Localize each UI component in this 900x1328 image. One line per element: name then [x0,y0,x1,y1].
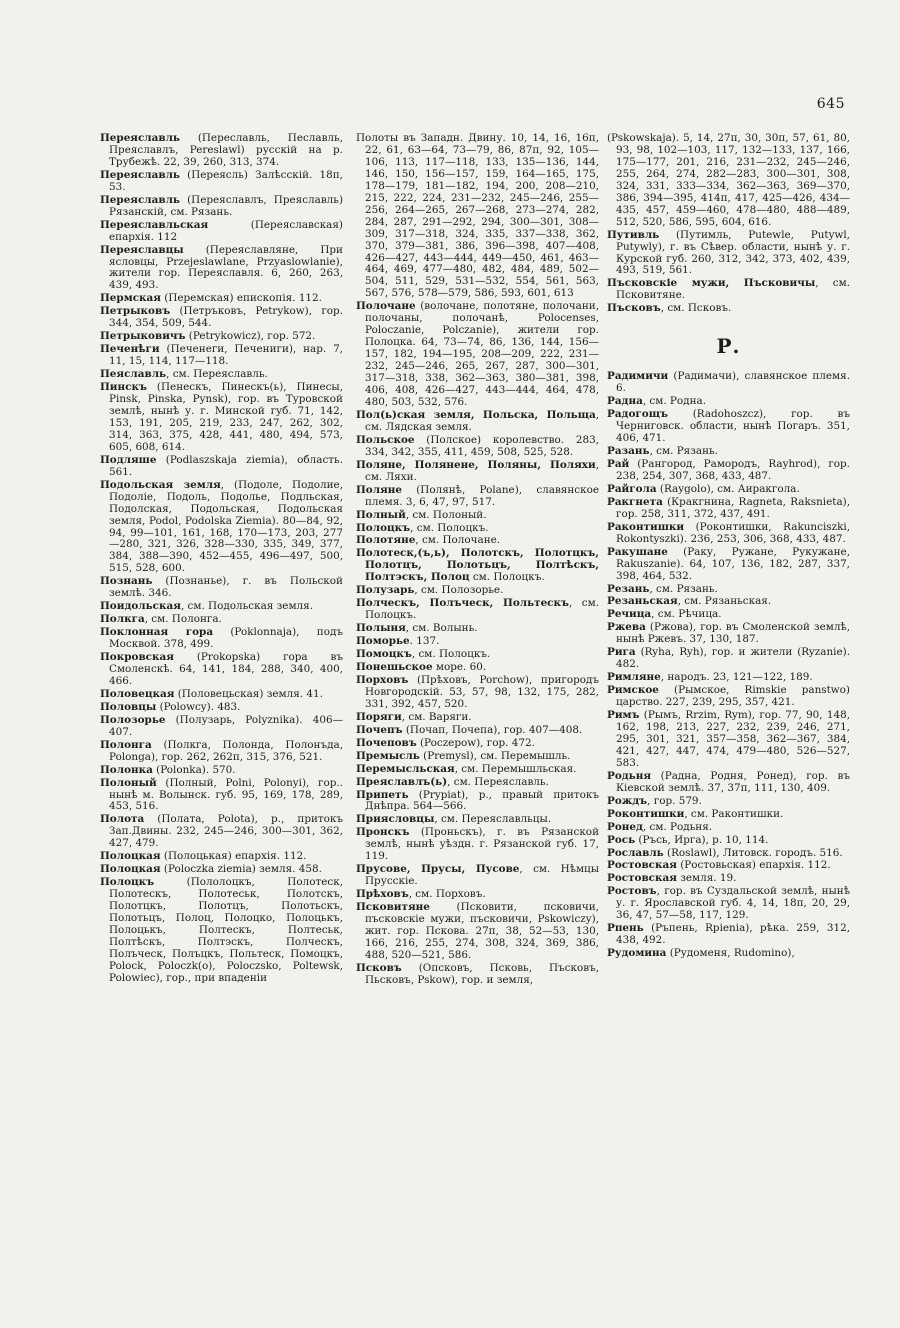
index-headword: Переяславль [100,193,180,206]
index-entry [356,764,599,776]
index-entry-text: (Рудоменя, Rudomino), [666,947,795,960]
index-entry [356,725,599,737]
index-entry-text: (Pskowskaja). 5, 14, 27п, 30, 30п, 57, 61, 80, 93, 98, 102—103, 117, 132—133, 137, 166, 175—177, 201, 216, 231—232, 245—246, 255, 264, 274, 282—283, 300—301, 308, 324, 331, 333—334, 362—363, 369—370, 386, 394—395, 414п, 417, 425—426, 434—435, 457, 459—460, 478—480, 488—489, 512, 520, 586, 595, 604, 616. [607,133,850,228]
index-entry [100,133,343,169]
index-entry-text: (Пенескъ, Пинескъ(ь), Пинесы, Pinsk, Pinska, Pynsk), гор. въ Туровской землѣ, нынѣ у. г. Минской губ. 71, 142, 153, 191, 205, 219, 233, 247, 262, 302, 314, 363, 375, 428, 441, 480, 494, 573, 605, 608, 614. [109,381,343,453]
index-entry-text: (Перемская) епископія. 112. [160,292,322,305]
index-entry-text: , см. Раконтишки. [684,807,784,820]
index-entry [607,622,850,646]
index-entry [607,835,850,847]
index-entry-text: (Polowcy). 483. [156,700,241,713]
index-entry [356,963,599,987]
index-entry [607,809,850,821]
index-entry-text: (Пололоцкъ, Полотеск, Полотескъ, Полотеськ, Полотскъ, Полотцкъ, Полотцъ, Полотьскъ, Полотьцъ, Полоц, Полоцко, Полоцькъ, Полоцькъ, Полтескъ, Полтеськ, Полтѣскъ, Полтэскъ, Полческъ, Полъческ, Полъцкъ, Польтеск, Помоцкъ, Polock, Poloczk(o), Poloczsko, Poltewsk, Polowiec), гор., при впаденіи [109,876,343,984]
index-entry [607,230,850,278]
index-headword: Рось [607,833,636,846]
index-entry [356,435,599,459]
index-entry [356,410,599,434]
index-entry-text: (Полкга, Полонда, Полонъда, Polonga), гор. 262, 262п, 315, 376, 521. [109,738,343,763]
index-entry [356,301,599,409]
index-entry [100,778,343,814]
index-headword: Разань [607,445,650,458]
index-entry [607,522,850,546]
index-entry [356,864,599,888]
index-headword: Поряги [356,710,402,723]
index-entry-text: (Путимль, Putewle, Putywl, Putywly), г. въ Сѣвер. области, нынѣ у. г. Курской губ. 260, 312, 342, 373, 402, 439, 493, 519, 561. [616,228,850,277]
index-entry-text: (Переславль, Пеславль, Преяславлъ, Pereslawl) русскій на р. Трубежѣ. 22, 39, 260, 313, 374. [109,133,343,168]
index-entry-text: (Premysl), см. Перемышль. [419,749,571,762]
index-headword: Резань [607,582,650,595]
letter-heading: Р. [716,334,741,359]
index-entry-text: , см. Псковитяне. [616,277,850,302]
index-entry-text: (Радна, Родня, Ронед), гор. въ Кіевской землѣ. 37, 37п, 111, 130, 409. [616,769,850,794]
index-entry [100,331,343,343]
index-headword: Рославль [607,846,664,859]
index-headword: Полоцкъ [356,521,411,534]
index-entry-text: (Ryha, Ryh), гор. и жители (Ryzanie). 482. [616,646,850,671]
index-column-1 [100,133,343,1303]
index-entry [607,459,850,483]
index-entry-text: . 137. [409,635,440,648]
index-entry-text: , см. Перемышльская. [454,762,577,775]
index-entry [100,306,343,330]
index-headword: Петрыковичъ [100,330,186,343]
index-entry-text: , см. Полозорье. [414,584,504,597]
index-entry-text: (Полское) королевство. 283, 334, 342, 355, 411, 459, 508, 525, 528. [365,433,599,458]
index-entry [607,672,850,684]
index-column-2 [356,133,599,1303]
index-entry-text: (Рангород, Рамородъ, Rayhrod), гор. 238, 254, 307, 368, 433, 487. [616,457,850,482]
index-headword: Райгола [607,482,657,495]
index-headword: Порховъ [356,673,409,686]
index-headword: Переяславцы [100,243,184,256]
index-headword: Пъсковскіе мужи, Пъсковичы [607,277,816,290]
index-entry-text: , см. Подольская земля. [180,600,314,613]
index-entry-text: (Переясль) Залѣсскій. 18п, 53. [109,168,343,193]
page-number: 645 [816,96,845,112]
index-entry [100,220,343,244]
index-entry-text: (Полянѣ, Polane), славянское племя. 3, 6, 47, 97, 517. [365,483,599,508]
index-headword: Радогощъ [607,408,668,421]
index-entry-text: море. 60. [432,660,487,673]
index-headword: Полозорье [100,713,166,726]
index-entry-text: , см. Полоный. [405,508,487,521]
index-headword: Полочане [356,300,416,313]
index-entry [100,170,343,194]
index-entry [100,765,343,777]
index-entry-text: (Radohoszcz), гор. въ Черниговск. области, нынѣ Погаръ. 351, 406, 471. [616,408,850,445]
index-entry [100,702,343,714]
index-headword: Приясловцы [356,813,435,826]
index-entry [100,851,343,863]
index-headword: Помоцкъ [356,648,412,661]
index-entry-text: (Ржова), гор. въ Смоленской землѣ, нынѣ Ржевъ. 37, 130, 187. [616,621,850,646]
index-entry-text: (Прѣховъ, Porchow), пригородъ Новгородскій. 53, 57, 98, 132, 175, 282, 331, 392, 457, 520. [365,673,599,710]
index-entry-text: , см. Нѣмцы Прусскіе. [365,863,599,888]
index-entry [356,712,599,724]
index-entry [356,548,599,584]
index-entry-text: , народъ. 23, 121—122, 189. [660,671,813,684]
index-entry-text: , см. Псковъ. [660,302,732,315]
index-entry [607,873,850,885]
index-headword: Премысль [356,749,420,762]
index-entry [607,303,850,315]
index-entry-text: (Половецьская) земля. 41. [174,687,323,700]
index-entry-text: , см. Переяславль. [447,775,549,788]
index-entry [356,738,599,750]
index-entry-text: (Познанье), г. въ Польской землѣ. 346. [109,575,343,600]
index-headword: Рождъ [607,794,648,807]
index-entry-text: (Polonka). 570. [152,763,236,776]
index-entry-text: (Raygolo), см. Аиракгола. [656,482,800,495]
index-entry [607,860,850,872]
index-entry [356,662,599,674]
index-entry [356,675,599,711]
index-headword: Ростовъ [607,885,657,898]
index-entry [356,814,599,826]
index-entry [356,623,599,635]
index-entry [356,133,599,300]
index-headword: Полотяне [356,534,416,547]
index-headword: Полоный [100,776,157,789]
index-entry [607,923,850,947]
index-entry [100,715,343,739]
index-entry-text: , см. Переяславль. [166,368,268,381]
index-entry-text: , см. Рязань. [649,582,718,595]
index-entry-text: , см. Порховъ. [408,888,486,901]
index-entry-text: (Рымское, Rimskie panstwo) царство. 227, 239, 295, 357, 421. [616,684,850,709]
index-columns [100,133,850,1303]
index-entry-text: (Poklonnaja), подъ Москвой. 378, 499. [109,626,343,651]
index-headword: Подольская земля [100,478,221,491]
index-headword: Речица [607,608,652,621]
index-entry-text: (Опсковъ, Псковь, Пъсковъ, Пьсковъ, Pskow), гор. и земля, [365,961,599,986]
index-entry [356,485,599,509]
index-entry [607,596,850,608]
index-headword: Полоцкъ [100,876,155,889]
index-headword: Роконтишки [607,807,685,820]
index-entry [100,864,343,876]
index-entry [607,497,850,521]
index-entry [607,409,850,445]
index-entry-text: , см. Родьня. [642,820,713,833]
index-entry-text: (Переяславская) епархія. 112 [109,218,343,243]
index-entry-text: , см. Варяги. [401,710,472,723]
index-entry [100,195,343,219]
index-headword: Поморье [356,635,410,648]
index-headword: Ракгнета [607,495,663,508]
index-entry [607,609,850,621]
index-entry [100,382,343,454]
index-headword: Полоцкая [100,850,161,863]
index-entry-text: , см. Полоцкъ. [411,648,491,661]
index-entry-text: (Псковити, псковичи, пъсковскіе мужи, пъсковичи, Pskowiczy), жит. гор. Пскова. 27п, 38, 52—53, 130, 166, 216, 255, 274, 308, 324, 369, 386, 488, 520—521, 586. [365,901,599,961]
index-entry [100,455,343,479]
index-entry [356,751,599,763]
index-headword: Ростовская [607,872,677,885]
index-entry-text: (Prypiat), р., правый притокъ Днѣпра. 564—566. [365,788,599,813]
index-entry [607,771,850,795]
index-entry-text: , см. Ляхи. [365,458,599,483]
index-entry-text: , гор. 579. [647,794,702,807]
index-headword: Путивль [607,228,660,241]
index-entry [100,480,343,576]
index-entry [100,877,343,985]
index-entry [356,649,599,661]
index-headword: Пол(ь)ская земля, Польска, Польща [356,408,596,421]
index-headword: Пинскъ [100,381,147,394]
index-entry-text: см. Полоцкъ. [469,571,545,584]
index-entry-text: , см. Рязаньская. [677,595,772,608]
index-entry-text: , см. Лядская земля. [365,408,599,433]
index-entry [607,371,850,395]
index-column-3-bottom [607,371,850,960]
index-entry-text: (Петръковъ, Petrykow), гор. 344, 354, 509, 544. [109,305,343,330]
index-entry-text: , см. Полонга. [144,613,222,626]
index-entry [607,584,850,596]
index-entry [607,685,850,709]
index-entry [356,790,599,814]
index-headword: Понешьское [356,660,433,673]
index-headword: Покровская [100,651,174,664]
index-entry [356,598,599,622]
index-headword: Полный [356,508,406,521]
index-entry-text: Полоты въ Западн. Двину. 10, 14, 16, 16п, 22, 61, 63—64, 73—79, 86, 87п, 92, 105—106, 113, 117—118, 133, 135—136, 144, 146, 150, 156—157, 159, 164—165, 175, 178—179, 181—182, 194, 200, 208—210, 215, 222, 224, 231—232, 245—246, 255—256, 264—265, 267—268, 273—274, 282, 284, 287, 291—292, 294, 300—301, 308—309, 317—318, 324, 335, 337—338, 362, 370, 379—381, 386, 396—398, 407—408, 426—427, 443—444, 449—450, 461, 463—464, 469, 477—480, 482, 484, 489, 502—504, 511, 529, 531—532, 554, 561, 563, 567, 576, 578—579, 586, 593, 601, 613 [356,133,599,300]
index-entry-text: (Радимачи), славянское племя. 6. [616,370,850,395]
index-entry [100,601,343,613]
index-headword: Переяславльская [100,218,209,231]
index-headword: Пъсковъ [607,302,661,315]
index-headword: Родьня [607,769,652,782]
index-entry-text: , (Подоле, Подолие, Подоліе, Подоль, Подолье, Подльская, Подолская, Подольская, Подольская земля, Podol, Podolska Ziemia). 80—84, 92, 94, 99—101, 161, 168, 170—173, 203, 277—280, 321, 326, 328—330, 335, 349, 377, 384, 388—390, 452—455, 496—497, 500, 515, 528, 600. [109,478,343,575]
index-entry-text: , см. Полоцкъ. [365,597,599,622]
index-entry-text: (Ръпень, Rpienia), рѣка. 259, 312, 438, 492. [616,922,850,947]
index-entry-text: , см. Рязань. [649,445,718,458]
index-entry-text: , см. Переяславльцы. [434,813,552,826]
index-entry [607,822,850,834]
index-entry [607,547,850,583]
index-headword: Раконтишки [607,520,685,533]
index-headword: Преяславлъ(ь) [356,775,448,788]
index-headword: Петрыковъ [100,305,171,318]
index-headword: Польское [356,433,415,446]
index-headword: Поляне [356,483,402,496]
index-entry-text: (Печенеги, Печениги), нар. 7, 11, 15, 114, 117—118. [109,343,343,368]
index-column-3-top [607,133,850,315]
index-headword: Рудомина [607,947,667,960]
index-entry-text: , гор. въ Суздальской землѣ, нынѣ у. г. Ярославской губ. 4, 14, 18п, 20, 29, 36, 47, 57—58, 117, 129. [616,885,850,922]
index-entry-text: (Переяславлъ, Преяславль) Рязанскій, см. Рязань. [109,193,343,218]
index-headword: Прѣховъ [356,888,409,901]
index-entry-text: (Переяславляне, При ясловцы, Przejeslawlane, Przyaslowlanie), жители гор. Переяславля. 6, 260, 263, 439, 493. [109,243,343,292]
index-headword: Полонка [100,763,153,776]
index-headword: Псковъ [356,961,402,974]
index-headword: Печенѣги [100,343,160,356]
index-entry [356,636,599,648]
index-headword: Перемысльская [356,762,455,775]
index-headword: Резаньская [607,595,678,608]
index-entry [100,814,343,850]
index-entry-text: , см. Полочане. [415,534,501,547]
index-headword: Полонга [100,738,152,751]
index-headword: Полыня [356,622,406,635]
index-entry [100,344,343,368]
index-headword: Римское [607,684,659,697]
index-headword: Пермская [100,292,161,305]
index-headword: Припеть [356,788,409,801]
index-entry-text: (Roslawl), Литовск. городъ. 516. [663,846,843,859]
index-entry [356,523,599,535]
index-entry [100,740,343,764]
index-headword: Половцы [100,700,157,713]
index-entry-text: земля. 19. [676,872,737,885]
index-headword: Рпень [607,922,644,935]
index-entry [607,848,850,860]
index-headword: Римъ [607,709,640,722]
index-entry-text: (Petrykowicz), гор. 572. [185,330,316,343]
index-entry [100,369,343,381]
index-headword: Полотеск,(ъ,ь), Полотскъ, Полотцкъ, Полотцъ, Полотьцъ, Полтѣскъ, Полтэскъ, Полоц [356,547,599,584]
index-headword: Полческъ, Полъческ, Польтескъ [356,597,569,610]
index-headword: Пронскъ [356,826,410,839]
index-entry [100,689,343,701]
index-entry [607,796,850,808]
index-headword: Рай [607,457,630,470]
index-entry [356,889,599,901]
index-entry-text: (Ростовьская) епархія. 112. [676,859,831,872]
index-headword: Ракушане [607,545,668,558]
index-entry [356,535,599,547]
index-headword: Ронед [607,820,643,833]
index-entry-text: (Раку, Ружане, Рукужане, Rakuszanie). 64, 107, 136, 182, 287, 337, 398, 464, 532. [616,545,850,582]
index-entry-text: (Полузарь, Polyznika). 406—407. [109,713,343,738]
index-entry [356,777,599,789]
index-headword: Почеповъ [356,736,417,749]
index-entry [356,460,599,484]
index-entry-text: , см. Рѣчица. [651,608,722,621]
index-headword: Полоцкая [100,863,161,876]
index-entry [100,293,343,305]
index-headword: Переяславль [100,168,180,181]
index-headword: Почепъ [356,723,403,736]
index-entry-text: (Poloczka ziemia) земля. 458. [160,863,322,876]
index-entry-text: , см. Полоцкъ. [410,521,489,534]
index-entry-text: (Prokopska) гора въ Смоленскѣ. 64, 141, 184, 288, 340, 400, 466. [109,651,343,687]
index-headword: Прусове, Прусы, Пусове [356,863,520,876]
index-headword: Ростовская [607,859,677,872]
index-entry-text: (Ръсь, Ирга), р. 10, 114. [635,833,769,846]
index-entry [607,948,850,960]
index-headword: Ржева [607,621,646,634]
index-entry-text: , см. Волынь. [405,622,478,635]
index-entry [607,647,850,671]
index-headword: Познань [100,575,153,588]
index-entry-text: (волочане, полотяне, полочани, полочаны, полочанѣ, Polocenses, Poloczanie, Polczanie), жители гор. Полоцка. 64, 73—74, 86, 136, 144, 156—157, 182, 194—195, 208—209, 222, 231—232, 245—246, 265, 267, 287, 300—301, 317—318, 338, 362—363, 380—381, 398, 406, 408, 426—427, 443—444, 464, 478, 480, 503, 532, 576. [365,300,599,408]
index-entry [100,576,343,600]
index-headword: Половецкая [100,687,175,700]
index-entry [607,446,850,458]
index-entry-text: (Полоцькая) епархія. 112. [160,850,307,863]
index-entry-text: (Кракгнина, Ragneta, Raksnieta), гор. 258, 311, 372, 437, 491. [616,495,850,520]
index-entry [356,827,599,863]
index-entry-text: (Рымъ, Rrzim, Rym), гор. 77, 90, 148, 162, 198, 213, 227, 232, 239, 246, 271, 295, 301, 321, 357—358, 362—367, 384, 421, 427, 447, 474, 479—480, 526—527, 583. [616,709,850,769]
index-headword: Полота [100,813,145,826]
index-entry [100,614,343,626]
index-headword: Римляне [607,671,661,684]
index-headword: Поидольская [100,600,181,613]
index-entry [100,652,343,688]
index-headword: Радимичи [607,370,669,383]
index-entry [356,585,599,597]
index-entry [607,278,850,302]
index-headword: Поляне, Полянене, Поляны, Поляхи [356,458,596,471]
index-entry [607,710,850,770]
index-entry-text: (Полата, Polota), р., притокъ Зап.Двины. 232, 245—246, 300—301, 362, 427, 479. [109,813,343,850]
index-headword: Переяславль [100,133,180,144]
index-entry-text: (Полный, Polni, Polonyi), гор.. нынѣ м. Волынск. губ. 95, 169, 178, 289, 453, 516. [109,776,343,813]
index-entry-text: (Роконтишки, Rakunciszki, Rokontyszki). 236, 253, 306, 368, 433, 487. [616,520,850,545]
index-column-3 [607,133,850,1303]
index-entry [356,510,599,522]
index-entry [607,886,850,922]
index-headword: Радна [607,395,643,408]
index-headword: Поклонная гора [100,626,214,639]
index-entry-text: (Poczepow), гор. 472. [416,736,535,749]
index-entry-text: (Podlaszskaja ziemia), область. 561. [109,453,343,478]
index-headword: Подляше [100,453,157,466]
index-entry-text: (Почап, Почепа), гор. 407—408. [402,723,583,736]
index-headword: Псковитяне [356,901,430,914]
index-entry-text: , см. Родна. [642,395,706,408]
index-headword: Пеяславль [100,368,167,381]
index-headword: Полузарь [356,584,415,597]
index-entry [607,133,850,229]
index-headword: Полкга [100,613,145,626]
index-entry [356,902,599,962]
index-entry [100,627,343,651]
index-entry [100,245,343,293]
index-entry [607,484,850,496]
index-entry [607,396,850,408]
index-headword: Рига [607,646,636,659]
index-entry-text: (Проньскъ), г. въ Рязанской землѣ, нынѣ уѣздн. г. Рязанской губ. 17, 119. [365,826,599,863]
